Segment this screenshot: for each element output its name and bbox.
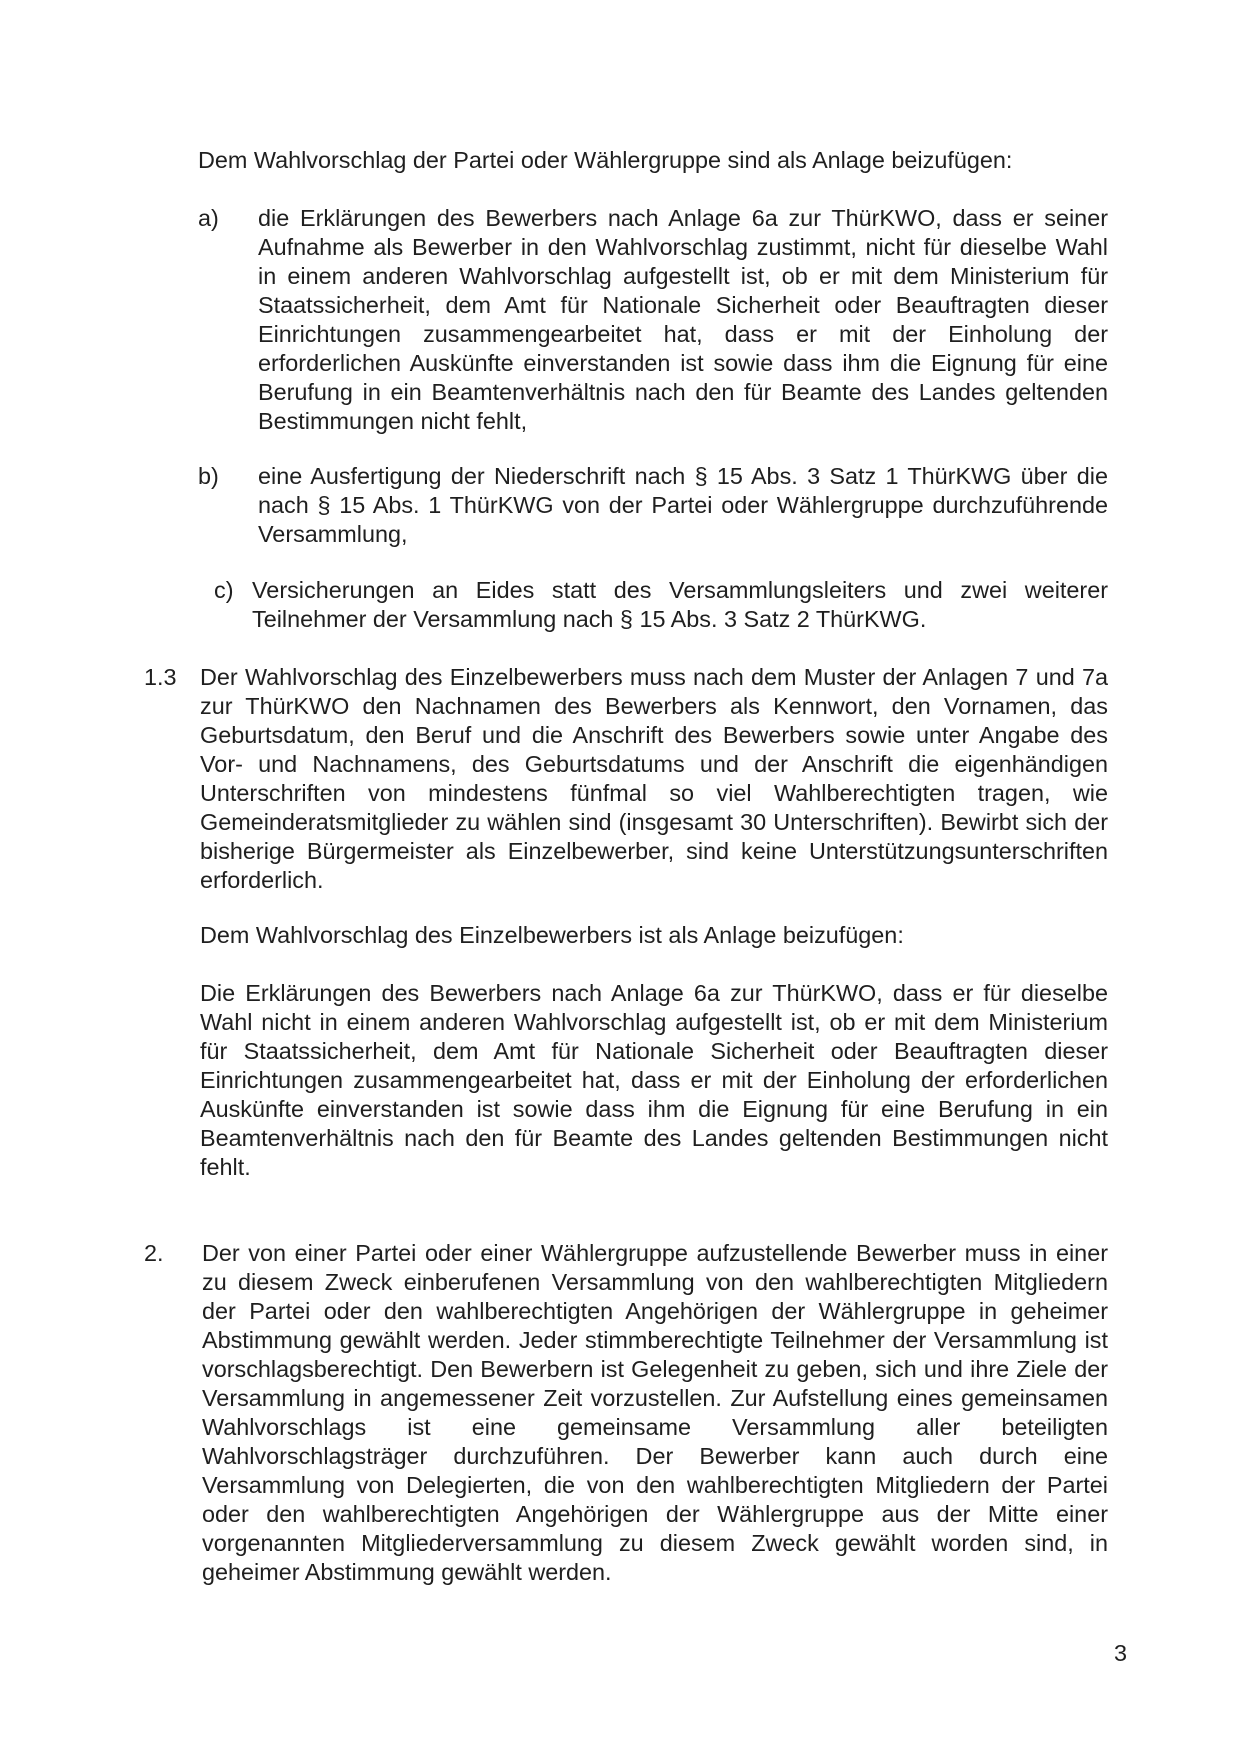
item-a-text: die Erklärungen des Bewerbers nach Anlage 6a zur ThürKWO, dass er seiner Aufnahme als Bewerber in den Wahlvorschlag zustimmt, nicht für dieselbe Wahl in einem anderen Wahlvorschlag aufgestellt ist, ob er mit dem Ministerium für Staatssicherheit, dem Amt für Nationale Sicherheit oder Beauftragten dieser Einrichtungen zusammengearbeitet hat, dass er mit der Einholung der erforderlichen Auskünfte einverstanden ist sowie dass ihm die Eignung für eine Berufung in ein Beamtenverhältnis nach den für Beamte des Landes geltenden Bestimmungen nicht fehlt, — [258, 205, 1108, 434]
item-b-label: b) — [198, 463, 219, 489]
item-c-text: Versicherungen an Eides statt des Versammlungsleiters und zwei weiterer Teilnehmer der Versammlung nach § 15 Abs. 3 Satz 2 ThürKWG. — [252, 577, 1108, 632]
section-1-3-text: Der Wahlvorschlag des Einzelbewerbers muss nach dem Muster der Anlagen 7 und 7a zur ThürKWO den Nachnamen des Bewerbers als Kennwort, den Vornamen, das Geburtsdatum, den Beruf und die Anschrift des Bewerbers sowie unter Angabe des Vor- und Nachnamens, des Geburtsdatums und der Anschrift die eigenhändigen Unterschriften von mindestens fünfmal so viel Wahlberechtigten tragen, wie Gemeinderatsmitglieder zu wählen sind (insgesamt 30 Unterschriften). Bewirbt sich der bisherige Bürgermeister als Einzelbewerber, sind keine Unterstützungsunterschriften erforderlich. — [200, 664, 1108, 893]
item-c-label: c) — [214, 577, 234, 603]
section-1-3-anlage-intro: Dem Wahlvorschlag des Einzelbewerbers ist als Anlage beizufügen: — [200, 922, 904, 948]
page-number: 3 — [1113, 1640, 1127, 1666]
section-2-number: 2. — [144, 1240, 164, 1266]
section-2-text: Der von einer Partei oder einer Wählergruppe aufzustellende Bewerber muss in einer zu diesem Zweck einberufenen Versammlung von den wahlberechtigten Mitgliedern der Partei oder den wahlberechtigten Angehörigen der Wählergruppe in geheimer Abstimmung gewählt werden. Jeder stimmberechtigte Teilnehmer der Versammlung ist vorschlagsberechtigt. Den Bewerbern ist Gelegenheit zu geben, sich und ihre Ziele der Versammlung in angemessener Zeit vorzustellen. Zur Aufstellung eines gemeinsamen Wahlvorschlags ist eine gemeinsame Versammlung aller beteiligten Wahlvorschlagsträger durchzuführen. Der Bewerber kann auch durch eine Versammlung von Delegierten, die von den wahlberechtigten Mitgliedern der Partei oder den wahlberechtigten Angehörigen der Wählergruppe aus der Mitte einer vorgenannten Mitgliederversammlung zu diesem Zweck gewählt worden sind, in geheimer Abstimmung gewählt werden. — [202, 1240, 1108, 1585]
section-1-3-number: 1.3 — [144, 664, 177, 690]
item-b-text: eine Ausfertigung der Niederschrift nach § 15 Abs. 3 Satz 1 ThürKWG über die nach § 15 Abs. 1 ThürKWG von der Partei oder Wählergruppe durchzuführende Versammlung, — [258, 463, 1108, 547]
intro-anlage-text: Dem Wahlvorschlag der Partei oder Wählergruppe sind als Anlage beizufügen: — [198, 147, 1013, 173]
section-1-3-anlage-text: Die Erklärungen des Bewerbers nach Anlage 6a zur ThürKWO, dass er für dieselbe Wahl nicht in einem anderen Wahlvorschlag aufgestellt ist, ob er mit dem Ministerium für Staatssicherheit, dem Amt für Nationale Sicherheit oder Beauftragten dieser Einrichtungen zusammengearbeitet hat, dass er mit der Einholung der erforderlichen Auskünfte einverstanden ist sowie dass ihm die Eignung für eine Berufung in ein Beamtenverhältnis nach den für Beamte des Landes geltenden Bestimmungen nicht fehlt. — [200, 980, 1108, 1180]
item-a-label: a) — [198, 205, 219, 231]
